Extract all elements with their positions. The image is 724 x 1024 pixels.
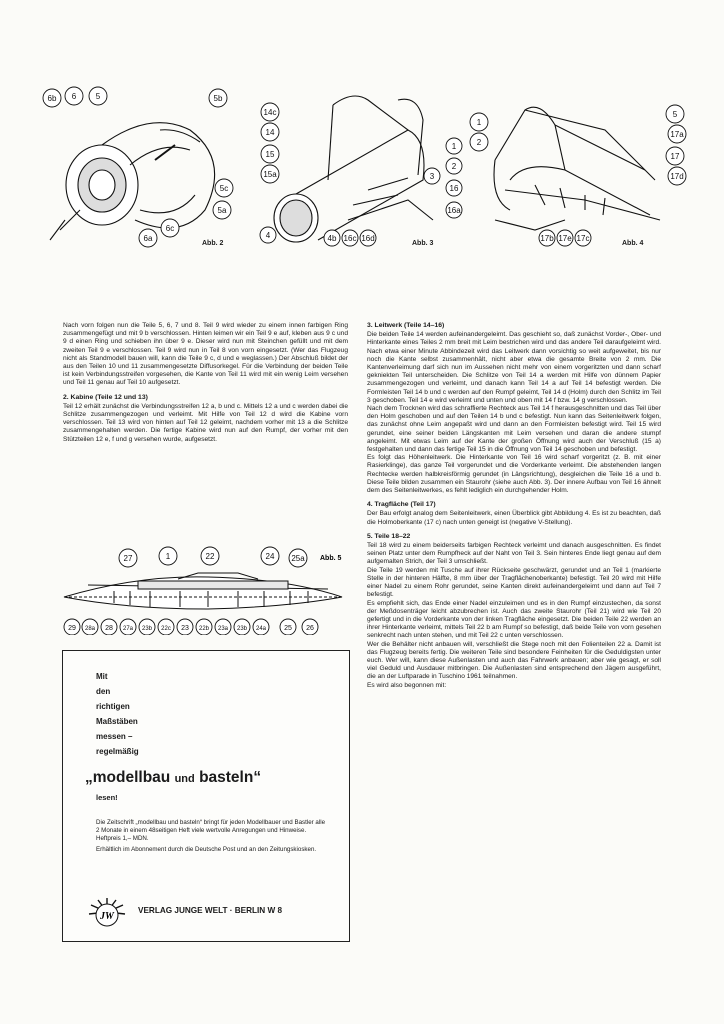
publisher-logo-icon xyxy=(83,896,131,928)
abb3-label: 4b xyxy=(327,234,337,243)
section-heading: 3. Leitwerk (Teile 14–16) xyxy=(367,322,445,329)
paragraph: Es folgt das Höhenleitwerk. Die Hinterkante von Teil 16 wird scharf vorgeritzt (z. B. mit einer Rasierklinge), das ganze Teil vorgerundet und die Vorderkante verleimt. Die abstehenden langen Rechtecke werden halbkreisförmig gerundet (in Längsrichtung), desgleichen die Teile 16 a und b. Diese Teile bilden zusammen ein Staurohr (siehe auch Abb. 3). Der innere Aufbau von Teil 16 ähnelt dem des Seitenleitwerkes, es fehlt lediglich ein durchgehender Holm. xyxy=(367,454,661,495)
ad-slogan xyxy=(96,669,139,759)
left-column xyxy=(63,322,348,450)
abb5-label: 27a xyxy=(122,626,134,632)
abb3-label: 4 xyxy=(265,231,271,240)
ad-description-text: Die Zeitschrift „modellbau und basteln“ bringt für jeden Modellbauer und Bastler alle 2 Monate in einem 48seitigen Heft viele wertvolle Anregungen und Hinweise. Heftpreis 1,– MDN. xyxy=(96,819,326,842)
abb3-label: 15a xyxy=(263,170,277,179)
abb5-label: 24 xyxy=(265,552,275,561)
abb5-label: 24a xyxy=(255,626,267,632)
abb3-label: 14 xyxy=(265,128,275,137)
abb5-label: 29 xyxy=(68,625,76,632)
abb4-label: 17b xyxy=(540,234,554,243)
paragraph: Der Bau erfolgt analog dem Seitenleitwerk, einen Überblick gibt Abbildung 4. Es ist zu beachten, daß die Holmoberkante (17 c) nach unten geneigt ist (negative V-Stellung). xyxy=(367,510,661,526)
paragraph: Nach dem Trocknen wird das schraffierte Rechteck aus Teil 14 f herausgeschnitten und das Teil über den Holm geschoben und auf den Teilen 14 b und c befestigt. Nun kann das Seitenleitwerk folgen, das zunächst ohne Leim angepaßt wird und dann an den Formleisten befestigt wird. Teil 15 wird gerundet, eine seiner beiden Längskanten mit Leim versehen und daran die andere stumpf angeleimt. Mit etwas Leim auf der Kante der großen Öffnung wird auch der Verschluß (15 a) festgehalten und dann das fertige Teil 15 in die Öffnung von Teil 14 geschoben und befestigt. xyxy=(367,405,661,454)
abb5-label: 22 xyxy=(205,552,215,561)
abb5-label: 25a xyxy=(291,554,305,563)
ad-description-text: Erhältlich im Abonnement durch die Deutsche Post und an den Zeitungskiosken. xyxy=(96,846,317,853)
abb5-label: 23 xyxy=(181,625,189,632)
abb3-label: 15 xyxy=(265,150,275,159)
abb4-label: 17 xyxy=(670,152,680,161)
paragraph: Die beiden Teile 14 werden aufeinandergeleimt. Das geschieht so, daß zunächst Vorder-, Ober- und Hinterkante eines Teiles 2 mm breit mit Leim bestrichen wird und das andere Teil daraufgeleimt wird. Nach etwa einer Minute Abbindezeit wird das Leitwerk dann vorsichtig so weit aufgeweitet, bis nur noch die Kante selbst zusammenhält, nicht aber etwa die gesamte Breite von 2 mm. Die Kantenverleimung darf sich nun im Aussehen nicht mehr von einem vorgeritzten und dann scharf gekniekten Teil unterscheiden. Die Schlitze von Teil 14 a werden mit Hilfe von dünnem Papier zusammengezogen und verleimt, und danach kann Teil 14 a auf Teil 14 befestigt werden. Die Formleisten Teil 14 b und c werden auf den Rumpf geleimt, Teil 14 d (Holm) durch den Schlitz im Teil 3 geschoben. Teil 14 e wird verleimt und unten und oben mit 14 f bzw. 14 g verschlossen. xyxy=(367,331,661,404)
abb5-label: 25 xyxy=(284,625,292,632)
ad-slogan-line: Maßstäben xyxy=(96,717,138,726)
ad-slogan-line: regelmäßig xyxy=(96,747,139,756)
abb4-labels xyxy=(470,105,686,246)
abb2-label: 5c xyxy=(219,184,229,193)
abb5-label: 28a xyxy=(84,626,96,632)
abb5-label: 26 xyxy=(306,625,314,632)
figure-abb4 xyxy=(465,70,690,255)
abb3-caption: Abb. 3 xyxy=(412,240,434,247)
brand-part: basteln“ xyxy=(199,769,262,786)
publisher-name: VERLAG JUNGE WELT · BERLIN W 8 xyxy=(138,906,283,915)
abb4-caption: Abb. 4 xyxy=(622,240,644,247)
section-heading: 5. Teile 18–22 xyxy=(367,532,411,540)
abb2-label: 6b xyxy=(47,94,57,103)
ad-description xyxy=(96,819,326,857)
abb3-label: 16 xyxy=(449,184,459,193)
paragraph: Die Teile 19 werden mit Tusche auf ihrer Rückseite geschwärzt, gerundet und an Teil 1 (markierte Stelle in der hinteren Hälfte, 8 mm über der Tragflächenoberkante) befestigt. Teil 20 wird mit Hilfe einer Nadel zu einem Rohr gerundet, seine Kanten direkt aufeinandergeleimt und dann auf Teil 7 befestigt. xyxy=(367,566,661,599)
brand-part: „modellbau xyxy=(85,769,171,786)
section-heading: 2. Kabine (Teile 12 und 13) xyxy=(63,393,148,401)
publisher-logo-text: JW xyxy=(100,911,114,922)
abb2-caption: Abb. 2 xyxy=(202,240,224,247)
abb3-label: 1 xyxy=(451,142,457,151)
abb3-label: 16c xyxy=(343,234,357,243)
ad-brand-title xyxy=(85,769,261,787)
brand-part: und xyxy=(174,773,195,785)
ad-call-to-read: lesen! xyxy=(96,793,118,802)
abb2-label: 6 xyxy=(71,92,77,101)
paragraph: Es empfiehlt sich, das Ende einer Nadel einzuleimen und es in den Rumpf einzustechen, da sonst der Meßdosenträger leicht abzubrechen ist. Auch das zweite Staurohr (Teil 21) wird wie Teil 20 gefertigt und in die Vorderkante von der linken Tragfläche eingesetzt. Die beiden Teile 22 werden an ihrer Hinterkante verleimt, mittels Teil 22 b am Rumpf so befestigt, daß beide Teile von vorn gesehen senkrecht nach unten stehen, und mit Teil 22 c unten verschlossen. xyxy=(367,599,661,640)
abb4-label: 1 xyxy=(476,118,482,127)
abb2-label: 5 xyxy=(95,92,101,101)
abb3-label: 16d xyxy=(361,234,375,243)
abb5-label: 23a xyxy=(217,626,229,632)
abb4-label: 5 xyxy=(672,110,678,119)
abb4-label: 17e xyxy=(558,234,572,243)
abb5-label: 22c xyxy=(161,626,171,632)
figure-abb3 xyxy=(258,70,468,255)
ad-slogan-line: Mit xyxy=(96,672,108,681)
abb4-label: 17d xyxy=(670,172,684,181)
abb2-label: 6a xyxy=(143,234,153,243)
abb4-label: 17c xyxy=(576,234,590,243)
abb5-label: 22b xyxy=(198,626,210,632)
ad-slogan-line: messen – xyxy=(96,732,133,741)
magazine-advertisement xyxy=(62,650,350,942)
right-column xyxy=(367,322,661,696)
abb3-label: 2 xyxy=(451,162,457,171)
paragraph: Teil 18 wird zu einem beiderseits farbigen Rechteck verleimt und danach ausgeschnitten. Es findet seinen Platz unter dem Rumpfheck auf der Naht von Teil 3. Sein hinteres Ende liegt genau auf dem aufgemalten Strich, der Teil 3 umschließt. xyxy=(367,542,661,566)
abb2-label: 5b xyxy=(213,94,223,103)
figure-abb5 xyxy=(58,545,348,635)
abb4-label: 2 xyxy=(476,138,482,147)
abb5-caption: Abb. 5 xyxy=(320,555,342,562)
section-heading: 4. Tragfläche (Teil 17) xyxy=(367,501,436,509)
figures-row xyxy=(40,70,690,255)
paragraph: Wer die Behälter nicht anbauen will, verschließt die Stege noch mit den Folienteilen 22 a. Damit ist das Flugzeug bereits fertig. Die weiteren Teile sind besondere Feinheiten für die Geduldigsten unter euch. Wer will, kann diese Außenlasten und auch das Fahrwerk anbauen; aber wie gesagt, er soll viel Geduld und Ausdauer mitbringen. Die Außenlasten sind entsprechend den Jägern ausgeführt, die an der Luftparade in Tuschino 1961 teilnahmen. xyxy=(367,640,661,681)
figure-abb2 xyxy=(40,70,240,255)
abb5-label: 23b xyxy=(236,626,248,632)
paragraph: Nach vorn folgen nun die Teile 5, 6, 7 und 8. Teil 9 wird wieder zu einem innen farbigen Ring zusammengefügt und mit 9 b verschlossen. Hinten leimen wir ein Teil 9 e auf, kleben aus 9 c und 9 d einen Ring und schieben ihn über 9 e. Dieser wird nun mit Steinchen gefüllt und mit dem zweiten Teil 9 e verschlossen. Teil 9 wird nun in Teil 8 von vorn eingesetzt. (Wer das Flugzeug nicht als Standmodell bauen will, kann die Teile 9 c, d und e weglassen.) Der Abschluß bildet der aus den Teilen 10 und 11 zusammengesetzte Diffusorkegel. Für die Verbindung der beiden Teile ist kein Verbindungsstreifen vorgesehen, die Kante von Teil 11 wird mit ein wenig Leim versehen und Teil 11 genau auf Teil 10 aufgesetzt. xyxy=(63,322,348,387)
abb5-label: 23b xyxy=(141,626,153,632)
abb4-label: 17a xyxy=(670,130,684,139)
abb3-label: 14c xyxy=(263,108,277,117)
abb5-label: 1 xyxy=(165,552,171,561)
abb3-label: 3 xyxy=(429,172,435,181)
abb5-label: 27 xyxy=(123,554,133,563)
abb2-label: 6c xyxy=(165,224,175,233)
ad-slogan-line: richtigen xyxy=(96,702,130,711)
ad-slogan-line: den xyxy=(96,687,111,696)
abb2-label: 5a xyxy=(217,206,227,215)
abb5-label: 28 xyxy=(105,625,113,632)
paragraph: Es wird also begonnen mit: xyxy=(367,681,447,689)
publisher-block xyxy=(83,896,343,928)
paragraph: Teil 12 erhält zunächst die Verbindungsstreifen 12 a, b und c. Mittels 12 a und c werden dabei die Schlitze zusammengezogen und verleimt. Mit Hilfe von Teil 12 d wird die Kabine vorn verschlossen. Teil 13 wird von hinten auf Teil 12 geleimt, nachdem vorher mit 13 a die Schlitze zusammengehalten werden. Die fertige Kabine wird nun auf den Rumpf, der vorher mit den Stützteilen 12 e, f und g versehen wurde, aufgesetzt. xyxy=(63,402,348,443)
abb3-label: 16a xyxy=(447,206,461,215)
